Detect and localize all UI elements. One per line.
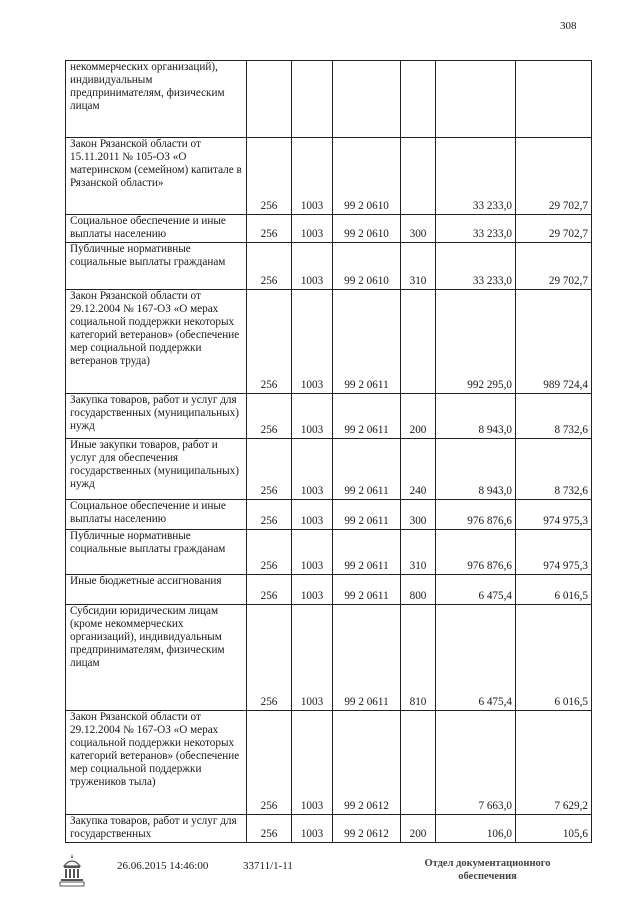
footer-doc-code: 33711/1-11 bbox=[243, 860, 293, 872]
row-section-code bbox=[292, 61, 333, 138]
row-target-code: 99 2 0610 bbox=[333, 215, 401, 243]
row-name: Иные бюджетные ассигнования bbox=[66, 575, 247, 605]
row-ved-code: 256 bbox=[247, 215, 292, 243]
row-sum-actual bbox=[516, 61, 592, 138]
row-ved-code: 256 bbox=[247, 605, 292, 711]
table-row bbox=[66, 500, 592, 530]
row-target-code: 99 2 0611 bbox=[333, 394, 401, 439]
row-section-code: 1003 bbox=[292, 243, 333, 290]
table-row bbox=[66, 815, 592, 843]
row-ved-code: 256 bbox=[247, 138, 292, 215]
row-section-code: 1003 bbox=[292, 605, 333, 711]
row-name: Закупка товаров, работ и услуг для государственных (муниципальных) нужд bbox=[66, 394, 247, 439]
row-sum-actual: 6 016,5 bbox=[516, 575, 592, 605]
row-sum-actual: 974 975,3 bbox=[516, 530, 592, 575]
table-row bbox=[66, 605, 592, 711]
budget-table bbox=[65, 60, 592, 843]
page-number: 308 bbox=[560, 20, 577, 32]
row-expense-type: 310 bbox=[401, 530, 436, 575]
row-section-code: 1003 bbox=[292, 290, 333, 394]
row-name: Закон Рязанской области от 15.11.2011 № 105-ОЗ «О материнском (семейном) капитале в Рязанской области» bbox=[66, 138, 247, 215]
row-expense-type: 810 bbox=[401, 605, 436, 711]
footer-datetime: 26.06.2015 14:46:00 bbox=[117, 860, 209, 872]
row-sum-actual: 989 724,4 bbox=[516, 290, 592, 394]
row-section-code: 1003 bbox=[292, 138, 333, 215]
row-sum-planned: 7 663,0 bbox=[436, 711, 516, 815]
row-ved-code: 256 bbox=[247, 575, 292, 605]
row-name: Иные закупки товаров, работ и услуг для обеспечения государственных (муниципальных) нужд bbox=[66, 439, 247, 500]
row-sum-planned: 8 943,0 bbox=[436, 439, 516, 500]
row-expense-type: 300 bbox=[401, 215, 436, 243]
row-section-code: 1003 bbox=[292, 394, 333, 439]
row-sum-planned bbox=[436, 61, 516, 138]
row-ved-code: 256 bbox=[247, 530, 292, 575]
row-expense-type bbox=[401, 711, 436, 815]
row-section-code: 1003 bbox=[292, 439, 333, 500]
row-target-code: 99 2 0611 bbox=[333, 439, 401, 500]
footer-department: Отдел документационного обеспечения bbox=[424, 858, 551, 882]
row-section-code: 1003 bbox=[292, 815, 333, 843]
row-ved-code: 256 bbox=[247, 290, 292, 394]
row-ved-code: 256 bbox=[247, 815, 292, 843]
row-expense-type: 800 bbox=[401, 575, 436, 605]
row-expense-type: 200 bbox=[401, 815, 436, 843]
row-expense-type bbox=[401, 138, 436, 215]
row-target-code: 99 2 0612 bbox=[333, 815, 401, 843]
row-target-code: 99 2 0611 bbox=[333, 575, 401, 605]
row-target-code: 99 2 0611 bbox=[333, 290, 401, 394]
row-expense-type: 240 bbox=[401, 439, 436, 500]
row-name: некоммерческих организаций), индивидуальным предпринимателям, физическим лицам bbox=[66, 61, 247, 138]
table-row bbox=[66, 439, 592, 500]
row-section-code: 1003 bbox=[292, 500, 333, 530]
row-sum-actual: 974 975,3 bbox=[516, 500, 592, 530]
row-target-code: 99 2 0612 bbox=[333, 711, 401, 815]
row-sum-actual: 29 702,7 bbox=[516, 138, 592, 215]
row-sum-planned: 8 943,0 bbox=[436, 394, 516, 439]
row-sum-planned: 976 876,6 bbox=[436, 500, 516, 530]
row-expense-type bbox=[401, 61, 436, 138]
row-sum-planned: 976 876,6 bbox=[436, 530, 516, 575]
row-name: Социальное обеспечение и иные выплаты населению bbox=[66, 215, 247, 243]
row-sum-planned: 992 295,0 bbox=[436, 290, 516, 394]
row-sum-actual: 8 732,6 bbox=[516, 394, 592, 439]
row-target-code: 99 2 0611 bbox=[333, 605, 401, 711]
row-expense-type: 310 bbox=[401, 243, 436, 290]
table-row bbox=[66, 530, 592, 575]
row-expense-type: 300 bbox=[401, 500, 436, 530]
row-sum-actual: 7 629,2 bbox=[516, 711, 592, 815]
table-row bbox=[66, 243, 592, 290]
row-sum-actual: 29 702,7 bbox=[516, 243, 592, 290]
table-row bbox=[66, 138, 592, 215]
row-expense-type bbox=[401, 290, 436, 394]
row-ved-code: 256 bbox=[247, 500, 292, 530]
row-section-code: 1003 bbox=[292, 575, 333, 605]
row-target-code: 99 2 0610 bbox=[333, 243, 401, 290]
row-name: Субсидии юридическим лицам (кроме некоммерческих организаций), индивидуальным предпринимателям, физическим лицам bbox=[66, 605, 247, 711]
row-name: Закупка товаров, работ и услуг для государственных bbox=[66, 815, 247, 843]
row-section-code: 1003 bbox=[292, 215, 333, 243]
row-sum-actual: 29 702,7 bbox=[516, 215, 592, 243]
row-sum-planned: 6 475,4 bbox=[436, 605, 516, 711]
row-section-code: 1003 bbox=[292, 711, 333, 815]
row-sum-planned: 6 475,4 bbox=[436, 575, 516, 605]
row-sum-planned: 33 233,0 bbox=[436, 138, 516, 215]
row-name: Публичные нормативные социальные выплаты гражданам bbox=[66, 243, 247, 290]
row-name: Закон Рязанской области от 29.12.2004 № 167-ОЗ «О мерах социальной поддержки некоторых категорий ветеранов» (обеспечение мер социальной поддержки тружеников тыла) bbox=[66, 711, 247, 815]
row-name: Публичные нормативные социальные выплаты гражданам bbox=[66, 530, 247, 575]
table-row bbox=[66, 711, 592, 815]
row-ved-code bbox=[247, 61, 292, 138]
row-sum-actual: 6 016,5 bbox=[516, 605, 592, 711]
row-ved-code: 256 bbox=[247, 439, 292, 500]
table-row bbox=[66, 575, 592, 605]
row-expense-type: 200 bbox=[401, 394, 436, 439]
row-sum-actual: 105,6 bbox=[516, 815, 592, 843]
row-ved-code: 256 bbox=[247, 243, 292, 290]
table-row bbox=[66, 290, 592, 394]
row-section-code: 1003 bbox=[292, 530, 333, 575]
row-sum-planned: 33 233,0 bbox=[436, 243, 516, 290]
duma-emblem-icon bbox=[58, 852, 86, 888]
row-target-code: 99 2 0611 bbox=[333, 530, 401, 575]
row-ved-code: 256 bbox=[247, 711, 292, 815]
row-sum-planned: 106,0 bbox=[436, 815, 516, 843]
row-target-code bbox=[333, 61, 401, 138]
table-row bbox=[66, 394, 592, 439]
table-row bbox=[66, 215, 592, 243]
row-target-code: 99 2 0611 bbox=[333, 500, 401, 530]
row-sum-actual: 8 732,6 bbox=[516, 439, 592, 500]
row-name: Социальное обеспечение и иные выплаты населению bbox=[66, 500, 247, 530]
row-name: Закон Рязанской области от 29.12.2004 № 167-ОЗ «О мерах социальной поддержки некоторых категорий ветеранов» (обеспечение мер социальной поддержки ветеранов труда) bbox=[66, 290, 247, 394]
table-row bbox=[66, 61, 592, 138]
page-footer bbox=[0, 848, 640, 898]
row-target-code: 99 2 0610 bbox=[333, 138, 401, 215]
row-ved-code: 256 bbox=[247, 394, 292, 439]
row-sum-planned: 33 233,0 bbox=[436, 215, 516, 243]
